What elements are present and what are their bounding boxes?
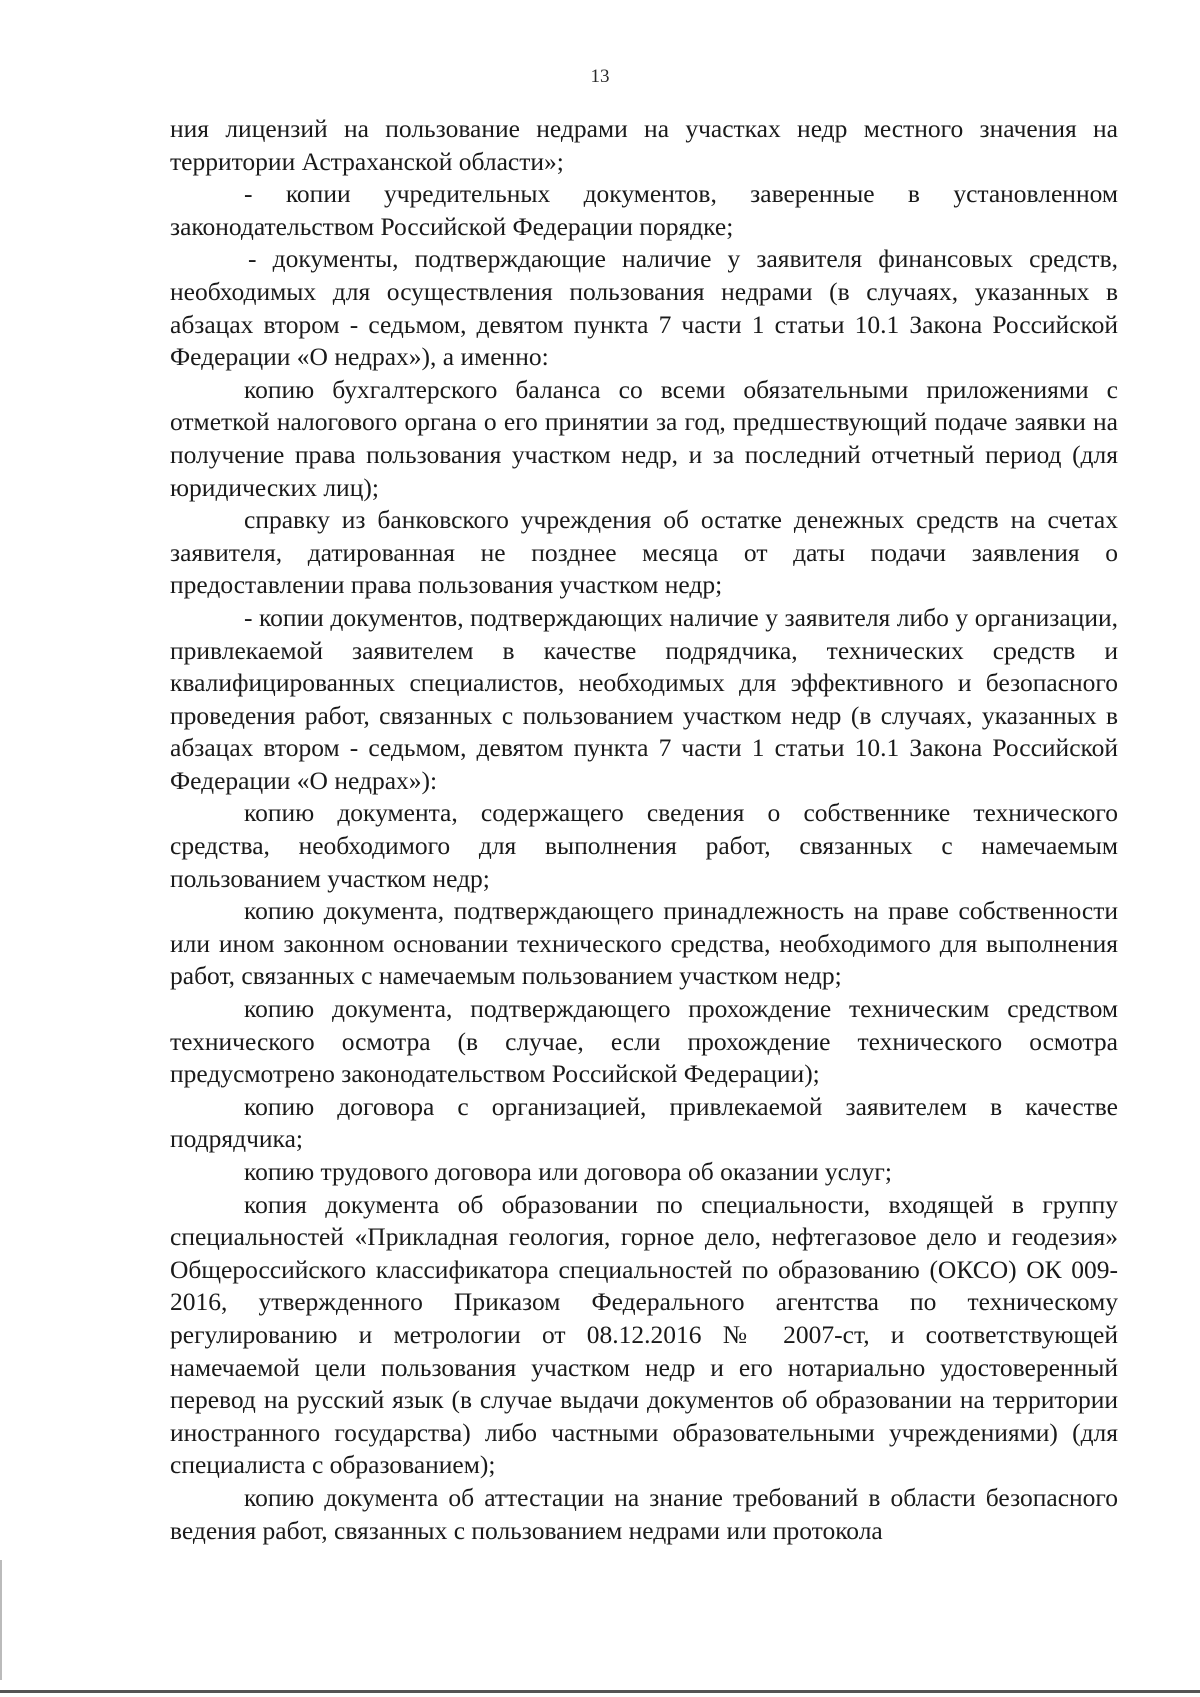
- paragraph-ownership-proof: копию документа, подтверждающего принадлежность на праве собственности или ином законном основании технического средства, необходимого для выполнения работ, связанных с намечаемым пользованием участком недр;: [170, 896, 1118, 991]
- document-body: [170, 113, 1118, 1547]
- paragraph-bank-statement: справку из банковского учреждения об остатке денежных средств на счетах заявителя, датированная не позднее месяца от даты подачи заявления о предоставлении права пользования участком недр;: [170, 505, 1118, 600]
- scan-bottom-border: [0, 1690, 1200, 1693]
- page-number: 13: [590, 66, 610, 87]
- paragraph-technical-means: - копии документов, подтверждающих наличие у заявителя либо у организации, привлекаемой заявителем в качестве подрядчика, технических средств и квалифицированных специалистов, необходимых для эффективного и безопасного проведения работ, связанных с пользованием участком недр (в случаях, указанных в абзацах втором - седьмом, девятом пункта 7 части 1 статьи 10.1 Закона Российской Федерации «О недрах»):: [170, 602, 1118, 795]
- paragraph-continuation: ния лицензий на пользование недрами на участках недр местного значения на территории Астраханской области»;: [170, 114, 1118, 176]
- paragraph-technical-inspection: копию документа, подтверждающего прохождение техническим средством технического осмотра (в случае, если прохождение технического осмотра предусмотрено законодательством Российской Федерации);: [170, 994, 1118, 1089]
- paragraph-balance-sheet: копию бухгалтерского баланса со всеми обязательными приложениями с отметкой налогового органа о его принятии за год, предшествующий подаче заявки на получение права пользования участком недр, и за последний отчетный период (для юридических лиц);: [170, 374, 1118, 502]
- paragraph-founding-documents: - копии учредительных документов, заверенные в установленном законодательством Российской Федерации порядке;: [170, 179, 1118, 241]
- paragraph-labor-contract: копию трудового договора или договора об оказании услуг;: [244, 1157, 892, 1186]
- scan-edge-mark: [0, 1560, 2, 1680]
- paragraph-owner-info: копию документа, содержащего сведения о собственнике технического средства, необходимого для выполнения работ, связанных с намечаемым пользованием участком недр;: [170, 798, 1118, 893]
- paragraph-education-document: копия документа об образовании по специальности, входящей в группу специальностей «Прикладная геология, горное дело, нефтегазовое дело и геодезия» Общероссийского классификатора специальностей по образованию (ОКСО) ОК 009-2016, утвержденного Приказом Федерального агентства по техническому регулированию и метрологии от 08.12.2016 № 2007-ст, и соответствующей намечаемой цели пользования участком недр и его нотариально удостоверенный перевод на русский язык (в случае выдачи документов об образовании на территории иностранного государства) либо частными образовательными учреждениями) (для специалиста с образованием);: [170, 1189, 1118, 1480]
- paragraph-contractor-agreement: копию договора с организацией, привлекаемой заявителем в качестве подрядчика;: [170, 1091, 1118, 1154]
- paragraph-financial-documents: - документы, подтверждающие наличие у заявителя финансовых средств, необходимых для осуществления пользования недрами (в случаях, указанных в абзацах втором - седьмом, девятом пункта 7 части 1 статьи 10.1 Закона Российской Федерации «О недрах»), а именно:: [170, 244, 1118, 372]
- paragraph-attestation-document: копию документа об аттестации на знание требований в области безопасного ведения работ, связанных с пользованием недрами или протокола: [170, 1482, 1118, 1545]
